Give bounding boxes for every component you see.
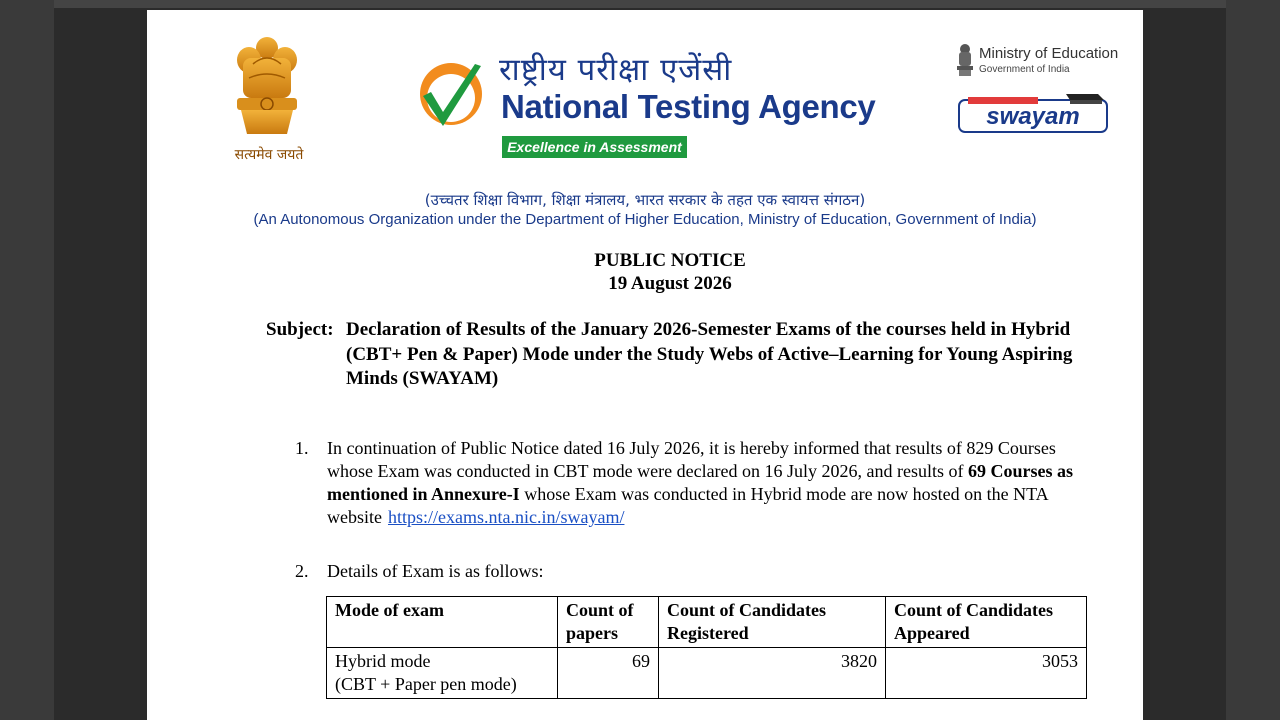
document-page xyxy=(147,10,1143,720)
viewer-right-margin xyxy=(1226,0,1280,720)
cell-mode xyxy=(327,648,558,699)
cell-papers: 69 xyxy=(558,648,659,699)
swayam-logo-text: swayam xyxy=(986,103,1080,130)
organization-hindi-line: (उच्चतर शिक्षा विभाग, शिक्षा मंत्रालय, भारत सरकार के तहत एक स्वायत्त संगठन) xyxy=(424,191,866,209)
header-count-of-papers: Count of papers xyxy=(558,597,659,648)
table-row xyxy=(327,648,1087,699)
emblem-caption: सत्यमेव जयते xyxy=(234,147,304,163)
moe-emblem-icon xyxy=(955,43,975,77)
header-candidates-appeared: Count of Candidates Appeared xyxy=(886,597,1087,648)
agency-hindi-name: राष्ट्रीय परीक्षा एजेंसी xyxy=(499,52,733,88)
nta-checkmark-logo-icon xyxy=(417,56,485,132)
cell-mode-line2: (CBT + Paper pen mode) xyxy=(335,674,517,694)
subject-text: Declaration of Results of the January 2026-Semester Exams of the courses held in Hybrid (CBT+ Pen & Paper) Mode under the Study Webs of Active–Learning for Young Aspiring Minds (SWAYAM) xyxy=(346,319,1073,389)
notice-subject xyxy=(266,318,1096,392)
exam-details-table xyxy=(326,596,1087,699)
agency-english-name: National Testing Agency xyxy=(501,88,876,125)
ministry-subtitle: Government of India xyxy=(979,64,1070,75)
point-1 xyxy=(295,437,1075,529)
subject-label: Subject: xyxy=(266,319,334,340)
nta-website-link[interactable]: https://exams.nta.nic.in/swayam/ xyxy=(387,507,625,527)
point-number: 1. xyxy=(295,438,309,458)
state-emblem-icon xyxy=(227,34,307,142)
swayam-logo-icon xyxy=(958,92,1108,134)
agency-tagline: Excellence in Assessment xyxy=(502,136,687,158)
organization-english-line: (An Autonomous Organization under the Department of Higher Education, Ministry of Education, Government of India) xyxy=(253,211,1037,228)
point-1-text-a: In continuation of Public Notice dated 16 July 2026, it is hereby informed that results of 829 Courses whose Exam was conducted in CBT mode were declared on 16 July 2026, and results of xyxy=(327,438,1056,481)
ministry-title: Ministry of Education xyxy=(979,45,1119,62)
point-2-text: Details of Exam is as follows: xyxy=(327,561,544,581)
viewer-top-bar xyxy=(54,0,1226,8)
header-candidates-registered: Count of Candidates Registered xyxy=(659,597,886,648)
notice-title: PUBLIC NOTICE xyxy=(594,250,746,271)
viewer-left-margin xyxy=(0,0,54,720)
notice-date: 19 August 2026 xyxy=(608,273,732,294)
point-number: 2. xyxy=(295,561,309,581)
table-header-row xyxy=(327,597,1087,648)
cell-registered: 3820 xyxy=(659,648,886,699)
point-2 xyxy=(295,560,1075,583)
point-1-highlight: 69 Courses as mentioned in Annexure-I xyxy=(327,461,1074,504)
cell-mode-line1: Hybrid mode xyxy=(335,651,431,671)
cell-appeared: 3053 xyxy=(886,648,1087,699)
header-mode-of-exam: Mode of exam xyxy=(327,597,558,648)
point-1-text-b: whose Exam was conducted in Hybrid mode are now hosted on the NTA website xyxy=(327,484,1048,527)
